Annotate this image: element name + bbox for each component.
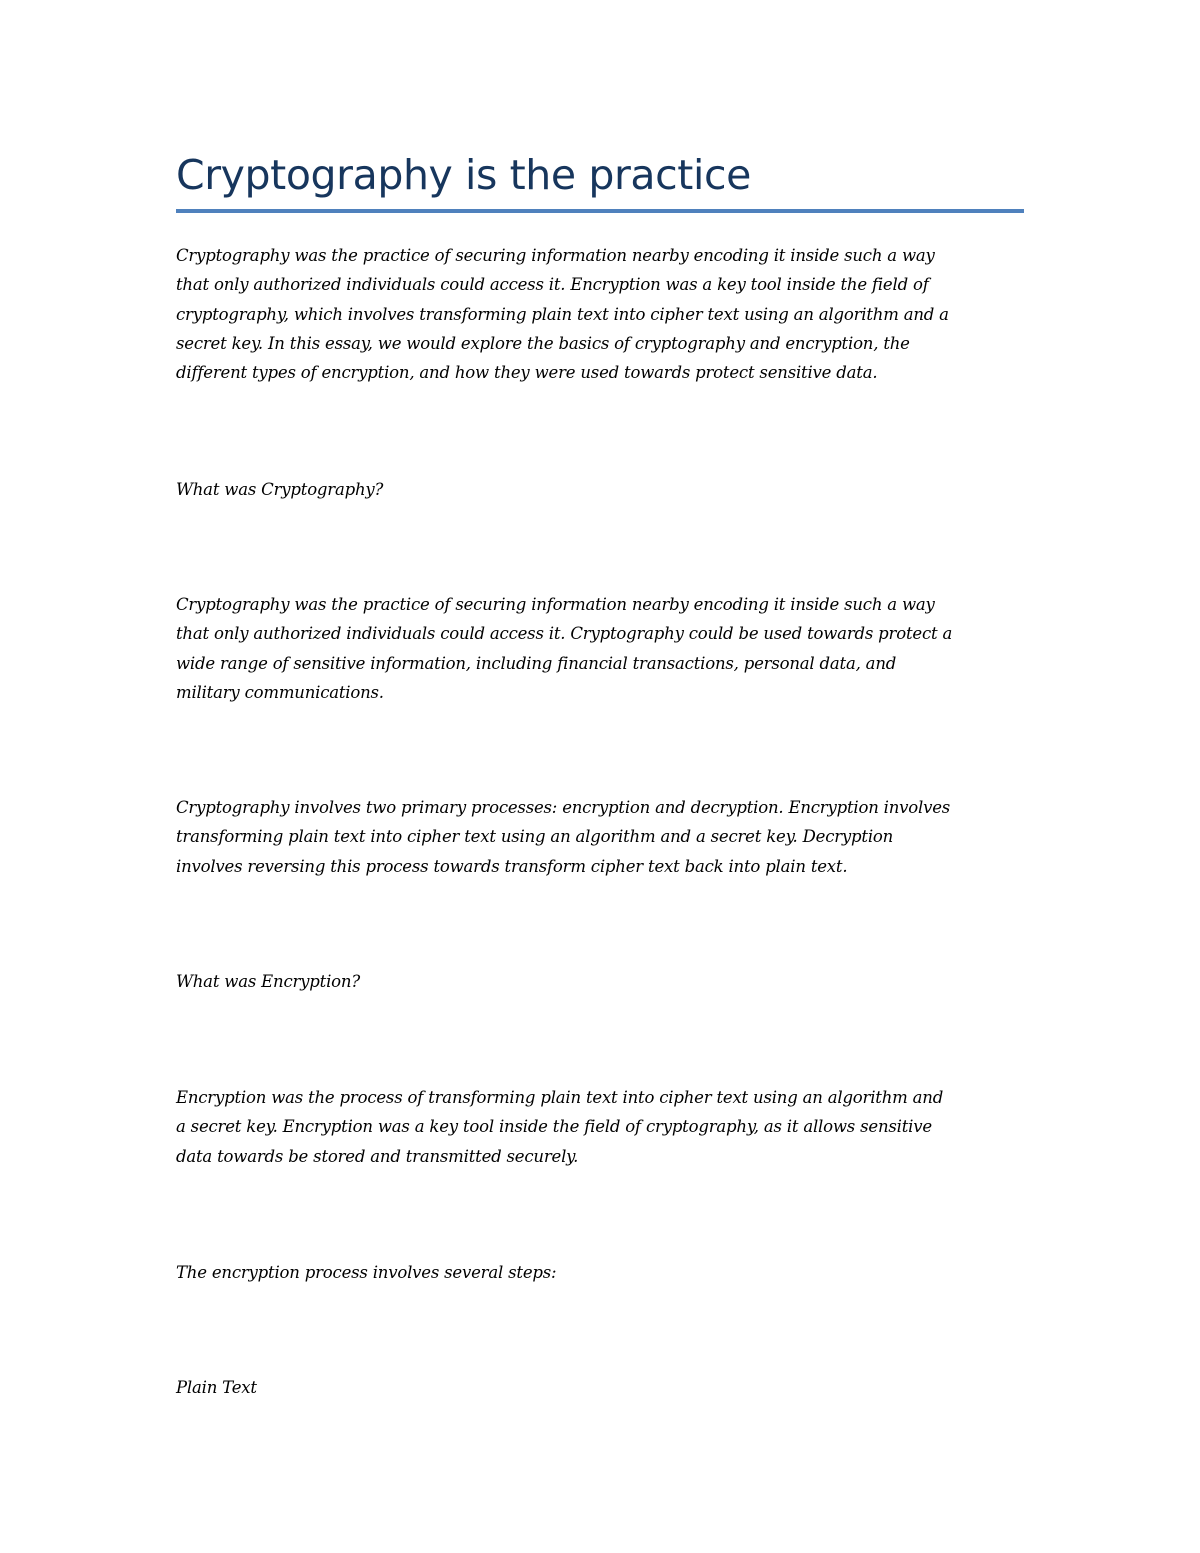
title-underline-rule	[176, 209, 1024, 213]
paragraph-line: Cryptography was the practice of securing information nearby encoding it inside such a way	[176, 246, 935, 265]
paragraph-line: different types of encryption, and how they were used towards protect sensitive data.	[176, 363, 878, 383]
encryption-definition-paragraph	[176, 1083, 1026, 1171]
processes-paragraph	[176, 793, 1026, 881]
paragraph-line: Cryptography was the practice of securing information nearby encoding it inside such a way	[176, 595, 935, 614]
paragraph-line: data towards be stored and transmitted securely.	[176, 1146, 579, 1166]
document-title: Cryptography is the practice	[176, 151, 751, 199]
paragraph-line: What was Cryptography?	[176, 480, 384, 499]
paragraph-line: secret key. In this essay, we would explore the basics of cryptography and encryption, the	[176, 333, 910, 353]
paragraph-line: that only authorized individuals could access it. Encryption was a key tool inside the field of	[176, 275, 929, 295]
encryption-steps-intro	[176, 1258, 1026, 1287]
paragraph-line: Cryptography involves two primary processes: encryption and decryption. Encryption involves	[176, 798, 951, 817]
section-question-cryptography	[176, 475, 1026, 504]
paragraph-line: The encryption process involves several steps:	[176, 1263, 557, 1282]
paragraph-line: Plain Text	[176, 1378, 257, 1397]
paragraph-line: a secret key. Encryption was a key tool inside the field of cryptography, as it allows sensitive	[176, 1117, 932, 1137]
paragraph-line: Encryption was the process of transforming plain text into cipher text using an algorithm and	[176, 1088, 944, 1107]
paragraph-line: transforming plain text into cipher text using an algorithm and a secret key. Decryption	[176, 827, 894, 847]
paragraph-line: that only authorized individuals could access it. Cryptography could be used towards protect a	[176, 624, 953, 644]
paragraph-line: What was Encryption?	[176, 972, 360, 991]
paragraph-line: military communications.	[176, 682, 384, 702]
cryptography-definition-paragraph	[176, 590, 1026, 707]
plain-text-step	[176, 1373, 1026, 1402]
paragraph-line: cryptography, which involves transforming plain text into cipher text using an algorithm and a	[176, 304, 949, 324]
section-question-encryption	[176, 967, 1026, 996]
intro-paragraph	[176, 241, 1026, 387]
paragraph-line: involves reversing this process towards transform cipher text back into plain text.	[176, 856, 848, 876]
paragraph-line: wide range of sensitive information, including financial transactions, personal data, and	[176, 653, 897, 673]
